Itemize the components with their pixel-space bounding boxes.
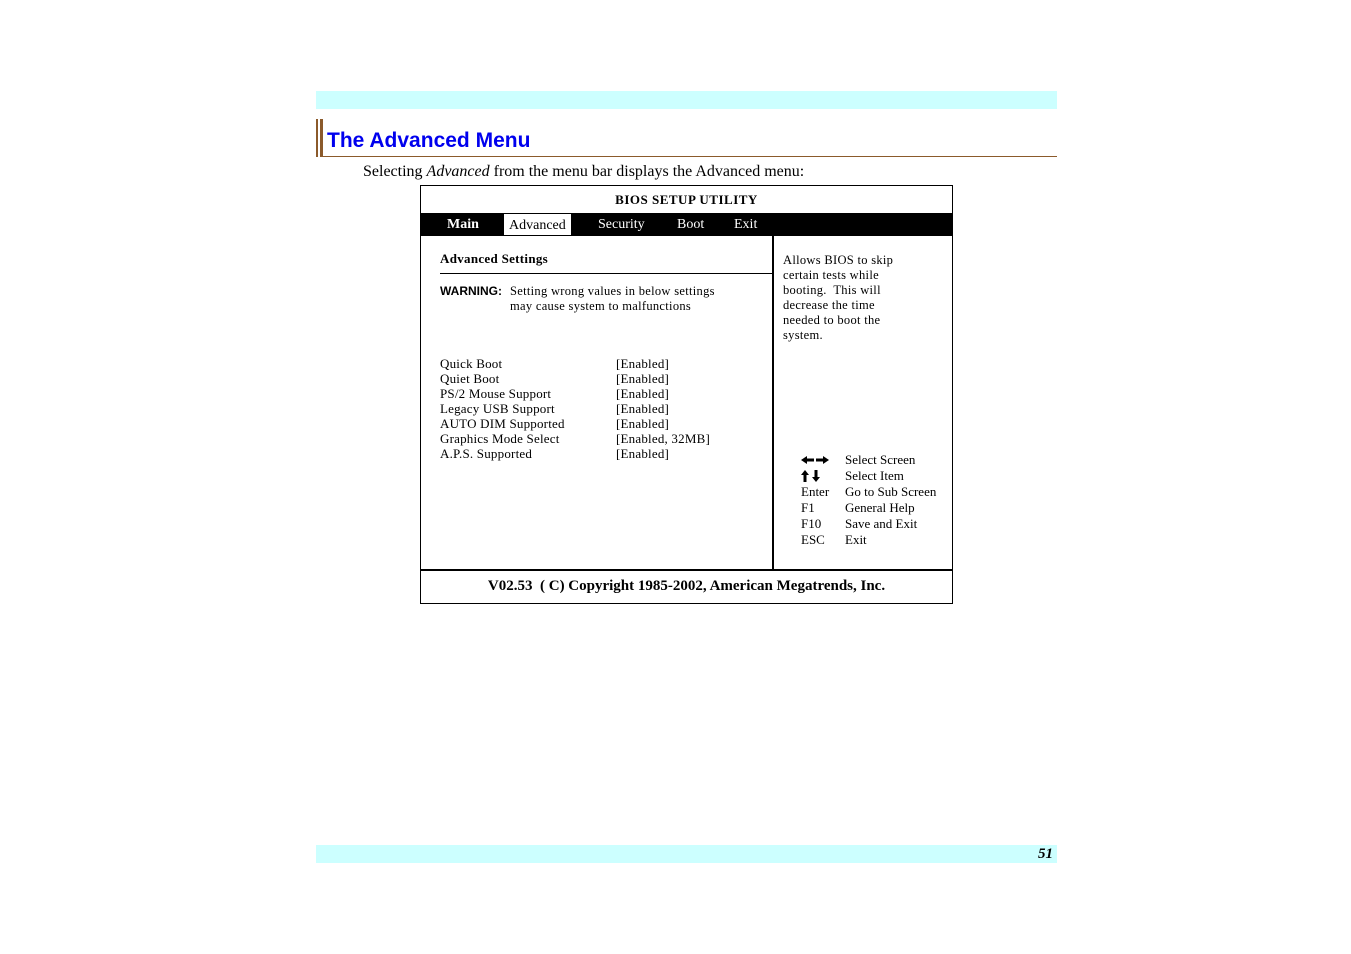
section-title: Advanced Settings xyxy=(440,251,549,266)
tab-boot[interactable]: Boot xyxy=(677,217,705,232)
help-line: Allows BIOS to skip xyxy=(783,253,894,267)
help-text xyxy=(783,253,943,343)
key-label: F10 xyxy=(801,516,822,531)
setting-label: Graphics Mode Select xyxy=(440,431,560,446)
warning-label: WARNING: xyxy=(440,284,502,298)
intro-before: Selecting xyxy=(363,163,427,180)
setting-graphics-mode[interactable] xyxy=(440,431,750,446)
tab-exit[interactable]: Exit xyxy=(734,217,758,232)
bios-title: BIOS SETUP UTILITY xyxy=(615,192,758,207)
tab-security[interactable]: Security xyxy=(598,217,645,232)
intro-emphasis: Advanced xyxy=(426,163,490,180)
key-desc: Save and Exit xyxy=(845,516,918,531)
key-label: Enter xyxy=(801,484,830,499)
page-number: 51 xyxy=(1038,846,1053,862)
setting-value: [Enabled, 32MB] xyxy=(616,431,710,446)
warning-line-2: may cause system to malfunctions xyxy=(510,299,692,313)
intro-after: from the menu bar displays the Advanced menu: xyxy=(489,163,805,180)
setting-ps2-mouse[interactable] xyxy=(440,386,750,401)
setting-aps[interactable] xyxy=(440,446,750,461)
page-heading: The Advanced Menu xyxy=(327,129,531,152)
bios-copyright: V02.53 ( C) Copyright 1985-2002, American Megatrends, Inc. xyxy=(487,578,886,594)
help-line: certain tests while xyxy=(783,268,879,282)
setting-label: AUTO DIM Supported xyxy=(440,416,565,431)
key-desc: Exit xyxy=(845,532,867,547)
setting-value: [Enabled] xyxy=(616,371,670,386)
key-row xyxy=(801,452,951,468)
setting-auto-dim[interactable] xyxy=(440,416,750,431)
setting-legacy-usb[interactable] xyxy=(440,401,750,416)
setting-label: Quiet Boot xyxy=(440,371,500,386)
key-desc: Select Screen xyxy=(845,452,916,467)
tab-main[interactable]: Main xyxy=(447,217,479,232)
warning-text xyxy=(510,284,715,314)
help-line: needed to boot the xyxy=(783,313,881,327)
heading-marker xyxy=(316,119,323,157)
setting-label: Quick Boot xyxy=(440,356,503,371)
warning-line-1: Setting wrong values in below settings xyxy=(510,284,715,298)
key-legend xyxy=(801,452,951,548)
key-row xyxy=(801,500,951,516)
key-label: F1 xyxy=(801,500,815,515)
setting-quiet-boot[interactable] xyxy=(440,371,750,386)
top-band xyxy=(316,91,1057,109)
settings-list xyxy=(440,356,750,461)
left-right-arrows-icon xyxy=(801,455,831,465)
setting-quick-boot[interactable] xyxy=(440,356,750,371)
setting-label: PS/2 Mouse Support xyxy=(440,386,552,401)
help-line: system. xyxy=(783,328,823,342)
key-row xyxy=(801,468,951,484)
tab-advanced[interactable]: Advanced xyxy=(503,213,572,236)
key-desc: Go to Sub Screen xyxy=(845,484,937,499)
key-row xyxy=(801,532,951,548)
key-row xyxy=(801,516,951,532)
setting-value: [Enabled] xyxy=(616,416,670,431)
intro-text xyxy=(363,162,804,182)
key-desc: General Help xyxy=(845,500,915,515)
setting-value: [Enabled] xyxy=(616,401,670,416)
key-row xyxy=(801,484,951,500)
help-line: booting. This will xyxy=(783,283,881,297)
bottom-band xyxy=(316,845,1057,863)
setting-value: [Enabled] xyxy=(616,356,670,371)
key-label: ESC xyxy=(801,532,825,547)
key-desc: Select Item xyxy=(845,468,904,483)
bios-screenshot xyxy=(420,185,953,604)
panel-divider xyxy=(772,236,774,569)
setting-value: [Enabled] xyxy=(616,386,670,401)
footer-divider xyxy=(421,569,952,571)
up-down-arrows-icon xyxy=(801,470,823,482)
setting-label: A.P.S. Supported xyxy=(440,446,533,461)
help-line: decrease the time xyxy=(783,298,875,312)
heading-rule xyxy=(323,156,1057,157)
section-rule xyxy=(440,273,772,274)
setting-label: Legacy USB Support xyxy=(440,401,555,416)
setting-value: [Enabled] xyxy=(616,446,670,461)
bios-menubar xyxy=(421,213,952,236)
